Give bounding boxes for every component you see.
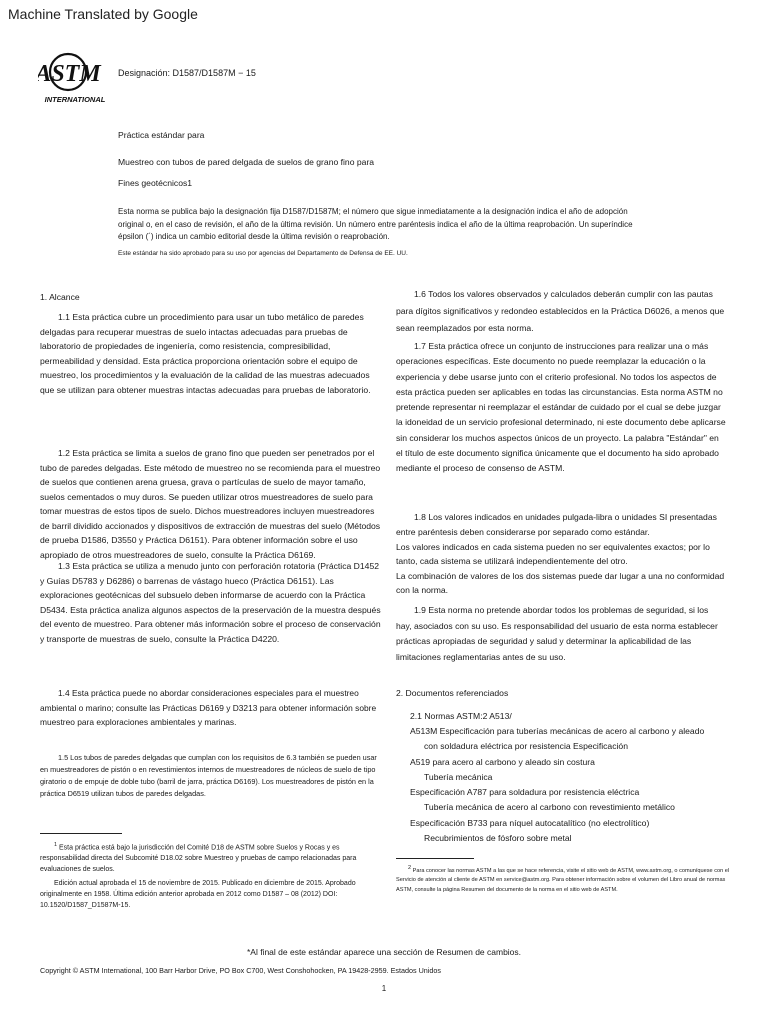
dod-notice: Este estándar ha sido aprobado para su uso por agencias del Departamento de Defensa de EE. UU. — [118, 250, 408, 257]
ref-a787-cont: Tubería mecánica de acero al carbono con revestimiento metálico — [424, 802, 675, 813]
title-line-1: Práctica estándar para — [118, 130, 205, 140]
reference-list — [396, 724, 736, 846]
para-1-1: 1.1 Esta práctica cubre un procedimiento para usar un tubo metálico de paredes delgadas para recuperar muestras de suelo intactas adecuadas para pruebas de laboratorio de propiedades de ingeniería, como resistencia, compresibilidad, permeabilidad y densidad. Esta práctica proporciona orientación sobre el equipo de muestreo, los procedimientos y la evaluación de la calidad de las muestras adecuados que se utilizan para obtener muestras intactas adecuadas para pruebas de laboratorio. — [40, 312, 371, 395]
para-1-5: 1.5 Los tubos de paredes delgadas que cumplan con los requisitos de 6.3 también se pueden usar en muestreadores de pistón o en revestimientos internos de muestreadores de núcleos de suelo de tipo giratorio o de empuje de doble tubo (barril de jarra, práctica D6169). Los muestreadores de pistón en la práctica D6519 utilizan tubos de paredes delgadas. — [40, 753, 377, 798]
astm-logo — [38, 50, 112, 108]
title-line-2: Muestreo con tubos de pared delgada de suelos de grano fino para — [118, 157, 375, 167]
footnote-divider-left — [40, 833, 122, 834]
designation-notice: Esta norma se publica bajo la designación fija D1587/D1587M; el número que sigue inmediatamente a la designación indica el año de adopción original o, en el caso de revisión, el año de la última revisión. Un número entre paréntesis indica el año de la última reaprobación. Un superíndice épsilon (´) indica un cambio editorial desde la última revisión o reaprobación. — [118, 207, 633, 241]
para-1-8-b: Los valores indicados en cada sistema pueden no ser equivalentes exactos; por lo tanto, cada sistema se utilizará independientemente del otro. — [396, 542, 710, 566]
para-1-8-c: La combinación de valores de los dos sistemas puede dar lugar a una no conformidad con la norma. — [396, 571, 725, 595]
ref-b733: Especificación B733 para níquel autocatalítico (no electrolítico) — [410, 817, 650, 828]
para-1-4: 1.4 Esta práctica puede no abordar consideraciones especiales para el muestreo ambiental o marino; consulte las Prácticas D6169 y D3213 para obtener información sobre muestreo para exploraciones ambientales y marinas. — [40, 688, 377, 727]
ref-a787: Especificación A787 para soldadura por resistencia eléctrica — [410, 787, 640, 798]
footnote-divider-right — [396, 858, 474, 859]
ref-b733-cont: Recubrimientos de fósforo sobre metal — [424, 833, 572, 844]
svg-text:INTERNATIONAL: INTERNATIONAL — [44, 95, 106, 104]
para-1-9: 1.9 Esta norma no pretende abordar todos los problemas de seguridad, si los hay, asociados con su uso. Es responsabilidad del usuario de esta norma establecer prácticas apropiadas de seguridad y salud y determinar la aplicabilidad de las limitaciones reglamentarias antes de su uso. — [396, 605, 718, 663]
svg-text:ASTM: ASTM — [38, 61, 101, 87]
para-1-2: 1.2 Esta práctica se limita a suelos de grano fino que pueden ser penetrados por el tubo de paredes delgadas. Este método de muestreo no se recomienda para el muestreo de suelos que contienen arena gruesa, grava o partículas de suelo de mayor tamaño, suelos cementados o muy duros. Se pueden utilizar otros muestreadores de suelo para tomar muestras de estos tipos de suelo. Dichos muestreadores incluyen muestreadores de barril dividido accionados y dispositivos de extracción de muestras del suelo (Métodos de prueba D1586, D3550 y Práctica D6151). Para obtener información sobre el uso apropiado de otros muestreadores de suelo, consulte la Práctica D6169. — [40, 448, 381, 560]
para-1-8-a: 1.8 Los valores indicados en unidades pulgada-libra o unidades SI presentadas entre paréntesis deben considerarse por separado como estándar. — [396, 512, 717, 537]
ref-a513m: A513M Especificación para tuberías mecánicas de acero al carbono y aleado — [410, 726, 705, 736]
section-2-1: 2.1 Normas ASTM:2 A513/ — [410, 711, 512, 721]
footnote-1-mark: 1 — [54, 842, 58, 848]
ref-a519: A519 para acero al carbono y aleado sin costura — [410, 756, 595, 767]
title-line-3: Fines geotécnicos1 — [118, 178, 193, 188]
footnote-1-b: Edición actual aprobada el 15 de noviembre de 2015. Publicado en diciembre de 2015. Aprobado originalmente en 1958. Última edición anterior aprobada en 2012 como D1587 – 08 (2012) DOI: 10.1520/D1587_D1587M-15. — [40, 880, 356, 909]
footnote-2-mark: 2 — [408, 865, 412, 871]
designation: Designación: D1587/D1587M − 15 — [118, 68, 256, 78]
ref-a513m-cont: con soldadura eléctrica por resistencia Especificación — [424, 741, 628, 752]
section-2-heading: 2. Documentos referenciados — [396, 688, 509, 698]
page-number: 1 — [381, 984, 387, 993]
footnote-2-text: Para conocer las normas ASTM a las que se hace referencia, visite el sitio web de ASTM, www.astm.org, o comuníquese con el Servicio de atención al cliente de ASTM en service@astm.org. Para obtener información sobre el volumen del Libro anual de normas ASTM, consulte la página Resumen del documento de la norma en el sitio web de ASTM. — [396, 867, 730, 893]
copyright: Copyright © ASTM International, 100 Barr Harbor Drive, PO Box C700, West Conshohocken, PA 19428-2959. Estados Unidos — [40, 966, 441, 975]
footnote-1-a — [40, 840, 380, 875]
para-1-3: 1.3 Esta práctica se utiliza a menudo junto con perforación rotatoria (Práctica D1452 y Guías D5783 y D6286) o barrenas de vástago hueco (Práctica D6151). Las exploraciones geotécnicas del subsuelo deben informarse de acuerdo con la Práctica D5434. Esta práctica analiza algunos aspectos de la preservación de la muestra después del evento de muestreo. Para obtener más información sobre el proceso de conservación y transporte de muestras de suelo, consulte la Práctica D4220. — [40, 561, 381, 644]
para-1-7: 1.7 Esta práctica ofrece un conjunto de instrucciones para realizar una o más operaciones específicas. Este documento no puede reemplazar la educación o la experiencia y debe usarse junto con el criterio profesional. No todos los aspectos de esta práctica pueden ser aplicables en todas las circunstancias. Esta norma ASTM no pretende representar ni reemplazar el estándar de cuidado por el cual se debe juzgar la idoneidad de un servicio profesional determinado, ni este documento debe aplicarse sin considerar los muchos aspectos únicos de un proyecto. La palabra "Estándar" en el título de este documento significa únicamente que el documento ha sido aprobado mediante el proceso de consenso de ASTM. — [396, 341, 726, 474]
machine-translated-banner: Machine Translated by Google — [8, 6, 198, 22]
section-1-heading: 1. Alcance — [40, 292, 80, 302]
summary-of-changes-note: *Al final de este estándar aparece una sección de Resumen de cambios. — [246, 947, 522, 957]
para-1-6: 1.6 Todos los valores observados y calculados deberán cumplir con las pautas para dígitos significativos y redondeo establecidos en la Práctica D6026, a menos que sean reemplazados por esta norma. — [396, 289, 725, 333]
footnote-1-a-text: Esta práctica está bajo la jurisdicción del Comité D18 de ASTM sobre Suelos y Rocas y es responsabilidad directa del Subcomité D18.02 sobre Muestreo y pruebas de campo relacionadas para evaluaciones de suelos. — [40, 844, 357, 874]
ref-a519-cont: Tubería mecánica — [424, 771, 493, 782]
footnote-2 — [396, 864, 730, 895]
